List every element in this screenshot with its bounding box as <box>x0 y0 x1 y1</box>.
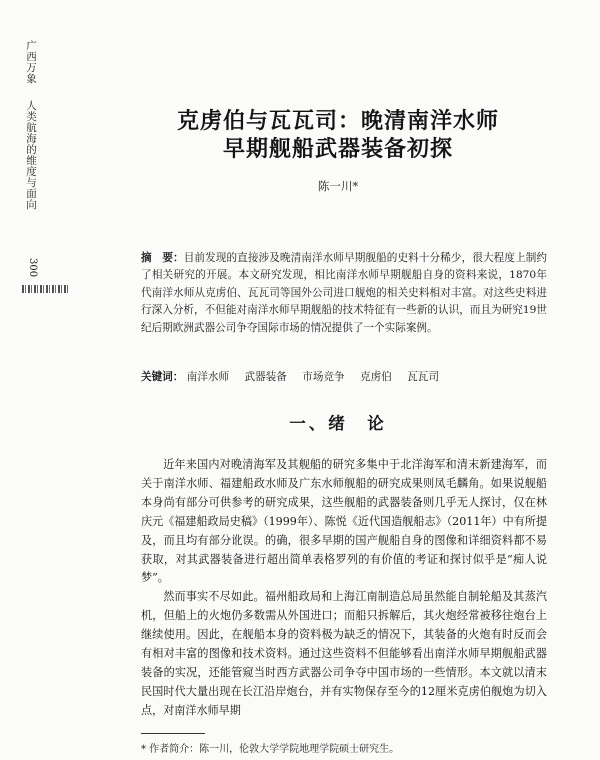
keywords <box>141 369 547 385</box>
abstract-label: 摘 要： <box>141 252 184 264</box>
journal-name: 广西万象 <box>25 40 37 84</box>
paragraph: 近年来国内对晚清海军及其舰船的研究多集中于北洋海军和清末新建海军，而关于南洋水师、福建船政水师及广东水师舰船的研究成果则凤毛麟角。如果说舰船本身尚有部分可供参考的研究成果，这些舰船的武器装备则几乎无人探讨，仅在林庆元《福建船政局史稿》（1999年）、陈悦《近代国造舰船志》（2011年）中有所提及，而且均有部分讹误。的确，很多早期的国产舰船自身的图像和详细资料都不易获取，对其武器装备进行超出简单表格罗列的有价值的考证和探讨似乎是“痴人说梦”。 <box>141 458 547 585</box>
section-heading: 一、绪 论 <box>289 414 387 433</box>
body-text <box>141 456 547 721</box>
title-line-1: 克虏伯与瓦瓦司：晚清南洋水师 <box>176 109 499 134</box>
footnote: * 作者简介：陈一川，伦敦大学学院地理学院硕士研究生。 <box>141 744 400 755</box>
keyword: 南洋水师 <box>186 371 230 383</box>
keywords-label: 关键词： <box>141 371 184 383</box>
page-number: 300 <box>27 258 38 278</box>
keyword: 瓦瓦司 <box>407 371 439 383</box>
column-name: 人类航海的维度与面向 <box>25 99 37 210</box>
keyword: 克虏伯 <box>360 371 392 383</box>
abstract <box>141 250 547 337</box>
running-header <box>24 40 38 210</box>
paragraph: 然而事实不尽如此。福州船政局和上海江南制造总局虽然能自制轮船及其蒸汽机，但船上的火炮仍多数需从外国进口；而船只拆解后，其火炮经常被移往炮台上继续使用。因此，在舰船本身的资料极为缺乏的情况下，其装备的火炮有时反而会有相对丰富的图像和技术资料。通过这些资料不但能够看出南洋水师早期舰船武器装备的实况，还能管窥当时西方武器公司争夺中国市场的一些情形。本文就以清末民国时代大量出现在长江沿岸炮台，并有实物保存至今的12厘米克虏伯舰炮为切入点，对南洋水师早期 <box>141 590 547 717</box>
footnote-divider <box>141 733 205 734</box>
keyword: 武器装备 <box>244 371 287 383</box>
title-line-2: 早期舰船武器装备初探 <box>222 137 453 162</box>
keyword: 市场竞争 <box>302 371 345 383</box>
scan-mark-decoration <box>22 285 70 293</box>
author: 陈一川* <box>317 179 359 193</box>
abstract-text: 目前发现的直接涉及晚清南洋水师早期舰船的史料十分稀少，很大程度上制约了相关研究的开展。本文研究发现，相比南洋水师早期舰船自身的资料来说，1870年代南洋水师从克虏伯、瓦瓦司等国外公司进口舰炮的相关史料相对丰富。对这些史料进行深入分析，不但能对南洋水师早期舰船的技术特征有一些新的认识，而且为研究19世纪后期欧洲武器公司争夺国际市场的情况提供了一个实际案例。 <box>141 252 548 334</box>
